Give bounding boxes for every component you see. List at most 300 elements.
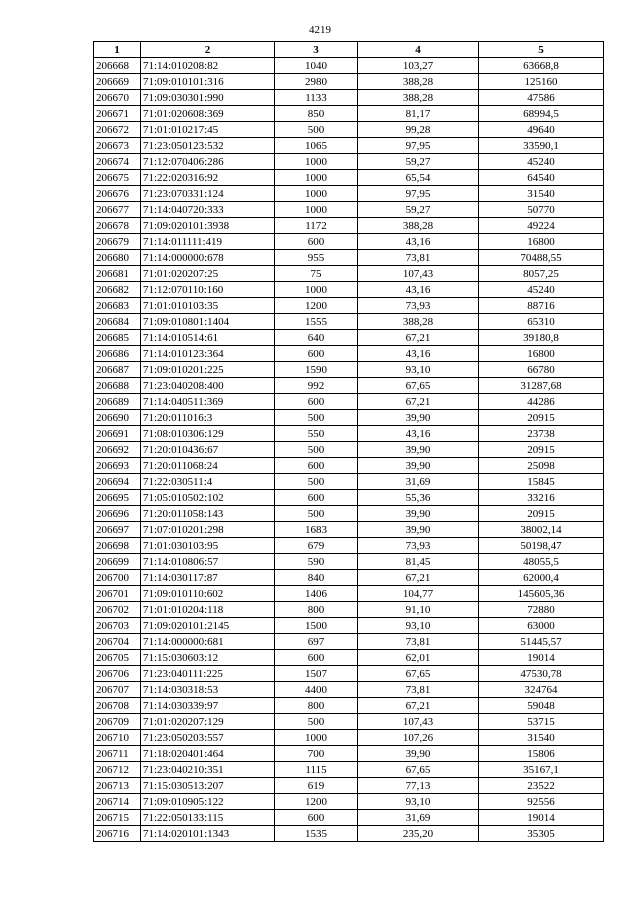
table-cell-col5: 15845: [479, 474, 604, 490]
table-row: [94, 298, 604, 314]
table-cell-col2: 71:14:010806:57: [141, 554, 275, 570]
table-row: [94, 698, 604, 714]
table-cell-col4: 31,69: [358, 474, 479, 490]
table-cell-col5: 16800: [479, 234, 604, 250]
table-cell-col3: 1535: [275, 826, 358, 842]
table-cell-col1: 206680: [94, 250, 141, 266]
table-cell-col3: 1000: [275, 186, 358, 202]
table-cell-col1: 206706: [94, 666, 141, 682]
table-cell-col3: 600: [275, 490, 358, 506]
table-cell-col1: 206711: [94, 746, 141, 762]
table-cell-col2: 71:01:010103:35: [141, 298, 275, 314]
table-cell-col2: 71:09:030301:990: [141, 90, 275, 106]
table-cell-col3: 1115: [275, 762, 358, 778]
table-cell-col5: 15806: [479, 746, 604, 762]
table-cell-col1: 206675: [94, 170, 141, 186]
table-cell-col5: 66780: [479, 362, 604, 378]
table-cell-col3: 1555: [275, 314, 358, 330]
table-row: [94, 826, 604, 842]
table-cell-col5: 72880: [479, 602, 604, 618]
table-cell-col2: 71:09:020101:2145: [141, 618, 275, 634]
table-cell-col5: 20915: [479, 506, 604, 522]
table-cell-col5: 88716: [479, 298, 604, 314]
table-row: [94, 362, 604, 378]
column-header-4: 4: [358, 42, 479, 58]
table-cell-col4: 235,20: [358, 826, 479, 842]
table-cell-col3: 700: [275, 746, 358, 762]
table-cell-col1: 206710: [94, 730, 141, 746]
table-cell-col5: 35167,1: [479, 762, 604, 778]
table-cell-col1: 206695: [94, 490, 141, 506]
table-cell-col2: 71:20:011068:24: [141, 458, 275, 474]
table-cell-col1: 206698: [94, 538, 141, 554]
table-row: [94, 314, 604, 330]
table-cell-col1: 206669: [94, 74, 141, 90]
table-cell-col4: 93,10: [358, 362, 479, 378]
table-cell-col3: 1000: [275, 282, 358, 298]
table-cell-col2: 71:14:000000:681: [141, 634, 275, 650]
table-cell-col4: 39,90: [358, 442, 479, 458]
table-cell-col2: 71:12:070406:286: [141, 154, 275, 170]
table-row: [94, 106, 604, 122]
table-cell-col1: 206674: [94, 154, 141, 170]
table-cell-col1: 206670: [94, 90, 141, 106]
table-row: [94, 74, 604, 90]
table-cell-col5: 50770: [479, 202, 604, 218]
table-cell-col3: 1500: [275, 618, 358, 634]
table-cell-col2: 71:14:030339:97: [141, 698, 275, 714]
table-cell-col2: 71:14:000000:678: [141, 250, 275, 266]
table-cell-col5: 63000: [479, 618, 604, 634]
table-cell-col2: 71:23:040111:225: [141, 666, 275, 682]
table-cell-col4: 81,17: [358, 106, 479, 122]
table-row: [94, 426, 604, 442]
table-cell-col1: 206685: [94, 330, 141, 346]
table-row: [94, 570, 604, 586]
table-cell-col4: 77,13: [358, 778, 479, 794]
table-cell-col4: 81,45: [358, 554, 479, 570]
table-row: [94, 714, 604, 730]
table-cell-col1: 206689: [94, 394, 141, 410]
table-cell-col2: 71:20:010436:67: [141, 442, 275, 458]
table-cell-col3: 500: [275, 410, 358, 426]
table-cell-col3: 679: [275, 538, 358, 554]
table-cell-col3: 640: [275, 330, 358, 346]
table-cell-col4: 388,28: [358, 74, 479, 90]
table-cell-col5: 39180,8: [479, 330, 604, 346]
table-cell-col3: 600: [275, 650, 358, 666]
table-cell-col1: 206683: [94, 298, 141, 314]
table-cell-col4: 43,16: [358, 234, 479, 250]
table-cell-col1: 206707: [94, 682, 141, 698]
table-cell-col4: 39,90: [358, 458, 479, 474]
table-cell-col1: 206679: [94, 234, 141, 250]
table-cell-col4: 43,16: [358, 426, 479, 442]
table-row: [94, 554, 604, 570]
table-row: [94, 218, 604, 234]
table-cell-col2: 71:01:020207:129: [141, 714, 275, 730]
table-cell-col4: 59,27: [358, 202, 479, 218]
table-cell-col5: 47586: [479, 90, 604, 106]
table-cell-col2: 71:14:010514:61: [141, 330, 275, 346]
table-cell-col3: 1200: [275, 794, 358, 810]
table-cell-col2: 71:14:010208:82: [141, 58, 275, 74]
table-row: [94, 122, 604, 138]
table-cell-col3: 1000: [275, 202, 358, 218]
table-cell-col2: 71:22:030511:4: [141, 474, 275, 490]
table-row: [94, 586, 604, 602]
table-row: [94, 378, 604, 394]
table-cell-col4: 107,43: [358, 714, 479, 730]
table-cell-col3: 1000: [275, 730, 358, 746]
table-cell-col5: 125160: [479, 74, 604, 90]
table-cell-col1: 206699: [94, 554, 141, 570]
table-row: [94, 458, 604, 474]
table-cell-col1: 206700: [94, 570, 141, 586]
table-cell-col2: 71:14:040511:369: [141, 394, 275, 410]
table-cell-col2: 71:20:011016:3: [141, 410, 275, 426]
table-cell-col2: 71:23:050203:557: [141, 730, 275, 746]
table-cell-col4: 39,90: [358, 746, 479, 762]
table-cell-col3: 1000: [275, 170, 358, 186]
table-cell-col3: 1683: [275, 522, 358, 538]
table-cell-col1: 206677: [94, 202, 141, 218]
table-cell-col5: 35305: [479, 826, 604, 842]
table-cell-col4: 65,54: [358, 170, 479, 186]
table-row: [94, 602, 604, 618]
table-cell-col1: 206696: [94, 506, 141, 522]
table-row: [94, 330, 604, 346]
table-cell-col5: 31540: [479, 730, 604, 746]
table-cell-col2: 71:09:010801:1404: [141, 314, 275, 330]
table-cell-col5: 44286: [479, 394, 604, 410]
table-cell-col3: 1406: [275, 586, 358, 602]
table-cell-col4: 67,21: [358, 698, 479, 714]
table-cell-col3: 1000: [275, 154, 358, 170]
table-cell-col3: 992: [275, 378, 358, 394]
table-cell-col1: 206712: [94, 762, 141, 778]
table-cell-col2: 71:01:010217:45: [141, 122, 275, 138]
table-cell-col1: 206708: [94, 698, 141, 714]
table-cell-col2: 71:09:010905:122: [141, 794, 275, 810]
table-cell-col4: 67,65: [358, 378, 479, 394]
table-cell-col5: 33216: [479, 490, 604, 506]
table-cell-col3: 550: [275, 426, 358, 442]
table-cell-col3: 1065: [275, 138, 358, 154]
table-row: [94, 138, 604, 154]
table-cell-col5: 63668,8: [479, 58, 604, 74]
table-cell-col4: 73,93: [358, 298, 479, 314]
table-cell-col1: 206705: [94, 650, 141, 666]
table-row: [94, 202, 604, 218]
table-cell-col4: 39,90: [358, 522, 479, 538]
table-cell-col2: 71:05:010502:102: [141, 490, 275, 506]
table-cell-col5: 49640: [479, 122, 604, 138]
table-row: [94, 682, 604, 698]
table-cell-col2: 71:08:010306:129: [141, 426, 275, 442]
table-cell-col3: 1507: [275, 666, 358, 682]
table-cell-col1: 206676: [94, 186, 141, 202]
table-row: [94, 538, 604, 554]
table-row: [94, 506, 604, 522]
table-cell-col5: 50198,47: [479, 538, 604, 554]
table-cell-col2: 71:14:020101:1343: [141, 826, 275, 842]
table-row: [94, 154, 604, 170]
table-cell-col2: 71:23:040208:400: [141, 378, 275, 394]
table-cell-col1: 206672: [94, 122, 141, 138]
table-cell-col5: 45240: [479, 282, 604, 298]
table-row: [94, 650, 604, 666]
table-cell-col2: 71:23:070331:124: [141, 186, 275, 202]
table-cell-col2: 71:01:030103:95: [141, 538, 275, 554]
table-cell-col1: 206703: [94, 618, 141, 634]
table-cell-col3: 619: [275, 778, 358, 794]
table-cell-col3: 600: [275, 234, 358, 250]
table-cell-col3: 2980: [275, 74, 358, 90]
table-cell-col4: 93,10: [358, 618, 479, 634]
table-row: [94, 170, 604, 186]
table-cell-col3: 600: [275, 394, 358, 410]
table-row: [94, 762, 604, 778]
table-cell-col5: 49224: [479, 218, 604, 234]
table-cell-col4: 73,81: [358, 634, 479, 650]
table-row: [94, 282, 604, 298]
table-cell-col1: 206713: [94, 778, 141, 794]
table-cell-col5: 53715: [479, 714, 604, 730]
table-row: [94, 266, 604, 282]
table-cell-col1: 206701: [94, 586, 141, 602]
table-row: [94, 794, 604, 810]
table-cell-col5: 48055,5: [479, 554, 604, 570]
table-row: [94, 618, 604, 634]
table-cell-col2: 71:14:030318:53: [141, 682, 275, 698]
table-row: [94, 522, 604, 538]
table-cell-col1: 206684: [94, 314, 141, 330]
table-cell-col5: 70488,55: [479, 250, 604, 266]
table-cell-col1: 206714: [94, 794, 141, 810]
table-header-row: [94, 42, 604, 58]
table-cell-col3: 4400: [275, 682, 358, 698]
table-cell-col2: 71:18:020401:464: [141, 746, 275, 762]
table-row: [94, 810, 604, 826]
table-cell-col4: 67,21: [358, 570, 479, 586]
table-cell-col5: 68994,5: [479, 106, 604, 122]
table-cell-col2: 71:09:010201:225: [141, 362, 275, 378]
table-cell-col3: 1590: [275, 362, 358, 378]
table-cell-col3: 500: [275, 474, 358, 490]
table-cell-col2: 71:14:010123:364: [141, 346, 275, 362]
table-cell-col2: 71:14:030117:87: [141, 570, 275, 586]
table-cell-col2: 71:14:011111:419: [141, 234, 275, 250]
table-row: [94, 634, 604, 650]
table-cell-col2: 71:22:050133:115: [141, 810, 275, 826]
table-cell-col1: 206716: [94, 826, 141, 842]
table-cell-col3: 600: [275, 458, 358, 474]
table-cell-col2: 71:22:020316:92: [141, 170, 275, 186]
table-cell-col3: 840: [275, 570, 358, 586]
table-cell-col5: 92556: [479, 794, 604, 810]
table-cell-col5: 19014: [479, 810, 604, 826]
table-cell-col3: 800: [275, 698, 358, 714]
table-cell-col1: 206687: [94, 362, 141, 378]
table-row: [94, 410, 604, 426]
table-cell-col5: 45240: [479, 154, 604, 170]
table-cell-col1: 206715: [94, 810, 141, 826]
column-header-3: 3: [275, 42, 358, 58]
table-row: [94, 490, 604, 506]
table-cell-col3: 1040: [275, 58, 358, 74]
table-cell-col4: 31,69: [358, 810, 479, 826]
table-cell-col1: 206681: [94, 266, 141, 282]
table-cell-col5: 47530,78: [479, 666, 604, 682]
table-cell-col3: 850: [275, 106, 358, 122]
table-cell-col4: 62,01: [358, 650, 479, 666]
table-cell-col1: 206702: [94, 602, 141, 618]
table-cell-col5: 20915: [479, 442, 604, 458]
table-row: [94, 186, 604, 202]
data-table: [93, 41, 604, 842]
table-cell-col3: 500: [275, 506, 358, 522]
table-cell-col4: 59,27: [358, 154, 479, 170]
table-cell-col2: 71:01:010204:118: [141, 602, 275, 618]
table-cell-col4: 91,10: [358, 602, 479, 618]
table-cell-col4: 388,28: [358, 218, 479, 234]
table-cell-col4: 107,43: [358, 266, 479, 282]
table-cell-col2: 71:01:020207:25: [141, 266, 275, 282]
table-cell-col1: 206682: [94, 282, 141, 298]
table-cell-col5: 31287,68: [479, 378, 604, 394]
table-cell-col5: 8057,25: [479, 266, 604, 282]
table-cell-col1: 206668: [94, 58, 141, 74]
table-cell-col2: 71:09:020101:3938: [141, 218, 275, 234]
table-cell-col4: 388,28: [358, 314, 479, 330]
table-cell-col1: 206697: [94, 522, 141, 538]
table-cell-col3: 600: [275, 346, 358, 362]
table-row: [94, 58, 604, 74]
table-cell-col2: 71:09:010110:602: [141, 586, 275, 602]
table-cell-col1: 206692: [94, 442, 141, 458]
table-cell-col1: 206671: [94, 106, 141, 122]
table-row: [94, 746, 604, 762]
table-row: [94, 666, 604, 682]
table-cell-col5: 20915: [479, 410, 604, 426]
table-cell-col1: 206693: [94, 458, 141, 474]
table-cell-col3: 590: [275, 554, 358, 570]
column-header-2: 2: [141, 42, 275, 58]
table-cell-col2: 71:14:040720:333: [141, 202, 275, 218]
table-cell-col4: 73,93: [358, 538, 479, 554]
table-cell-col5: 145605,36: [479, 586, 604, 602]
table-cell-col2: 71:07:010201:298: [141, 522, 275, 538]
table-cell-col1: 206690: [94, 410, 141, 426]
table-cell-col2: 71:15:030513:207: [141, 778, 275, 794]
page-number: 4219: [309, 24, 331, 36]
table-cell-col4: 39,90: [358, 410, 479, 426]
table-cell-col2: 71:23:040210:351: [141, 762, 275, 778]
table-row: [94, 474, 604, 490]
table-cell-col1: 206704: [94, 634, 141, 650]
table-cell-col4: 43,16: [358, 346, 479, 362]
table-cell-col2: 71:20:011058:143: [141, 506, 275, 522]
table-cell-col4: 388,28: [358, 90, 479, 106]
table-cell-col5: 19014: [479, 650, 604, 666]
table-cell-col3: 500: [275, 714, 358, 730]
table-cell-col1: 206694: [94, 474, 141, 490]
column-header-5: 5: [479, 42, 604, 58]
table-cell-col5: 62000,4: [479, 570, 604, 586]
table-cell-col1: 206691: [94, 426, 141, 442]
table-cell-col4: 67,65: [358, 762, 479, 778]
table-cell-col3: 1133: [275, 90, 358, 106]
table-cell-col4: 93,10: [358, 794, 479, 810]
table-cell-col2: 71:09:010101:316: [141, 74, 275, 90]
table-cell-col3: 1172: [275, 218, 358, 234]
table-cell-col4: 99,28: [358, 122, 479, 138]
table-cell-col5: 38002,14: [479, 522, 604, 538]
table-cell-col1: 206688: [94, 378, 141, 394]
table-cell-col4: 103,27: [358, 58, 479, 74]
table-cell-col3: 75: [275, 266, 358, 282]
table-cell-col4: 104,77: [358, 586, 479, 602]
table-cell-col4: 97,95: [358, 186, 479, 202]
table-cell-col2: 71:15:030603:12: [141, 650, 275, 666]
table-cell-col4: 39,90: [358, 506, 479, 522]
table-cell-col1: 206678: [94, 218, 141, 234]
table-row: [94, 778, 604, 794]
table-cell-col4: 107,26: [358, 730, 479, 746]
table-cell-col5: 51445,57: [479, 634, 604, 650]
table-cell-col4: 67,65: [358, 666, 479, 682]
table-cell-col3: 955: [275, 250, 358, 266]
table-cell-col1: 206709: [94, 714, 141, 730]
table-cell-col5: 16800: [479, 346, 604, 362]
table-cell-col2: 71:23:050123:532: [141, 138, 275, 154]
table-cell-col4: 55,36: [358, 490, 479, 506]
table-cell-col4: 73,81: [358, 682, 479, 698]
table-cell-col3: 697: [275, 634, 358, 650]
table-row: [94, 234, 604, 250]
table-cell-col3: 800: [275, 602, 358, 618]
table-row: [94, 250, 604, 266]
table-cell-col3: 500: [275, 442, 358, 458]
table-row: [94, 346, 604, 362]
table-body: [94, 58, 604, 842]
table-cell-col3: 500: [275, 122, 358, 138]
table-cell-col5: 33590,1: [479, 138, 604, 154]
table-cell-col2: 71:01:020608:369: [141, 106, 275, 122]
table-cell-col3: 600: [275, 810, 358, 826]
table-cell-col5: 23522: [479, 778, 604, 794]
table-row: [94, 394, 604, 410]
table-cell-col2: 71:12:070110:160: [141, 282, 275, 298]
table-cell-col5: 31540: [479, 186, 604, 202]
table-cell-col5: 59048: [479, 698, 604, 714]
table-cell-col4: 43,16: [358, 282, 479, 298]
table-cell-col1: 206673: [94, 138, 141, 154]
table-row: [94, 730, 604, 746]
table-row: [94, 442, 604, 458]
table-cell-col5: 64540: [479, 170, 604, 186]
table-cell-col5: 65310: [479, 314, 604, 330]
table-cell-col3: 1200: [275, 298, 358, 314]
table-cell-col5: 324764: [479, 682, 604, 698]
table-cell-col5: 25098: [479, 458, 604, 474]
column-header-1: 1: [94, 42, 141, 58]
table-row: [94, 90, 604, 106]
table-cell-col4: 73,81: [358, 250, 479, 266]
table-cell-col4: 67,21: [358, 330, 479, 346]
table-cell-col4: 67,21: [358, 394, 479, 410]
